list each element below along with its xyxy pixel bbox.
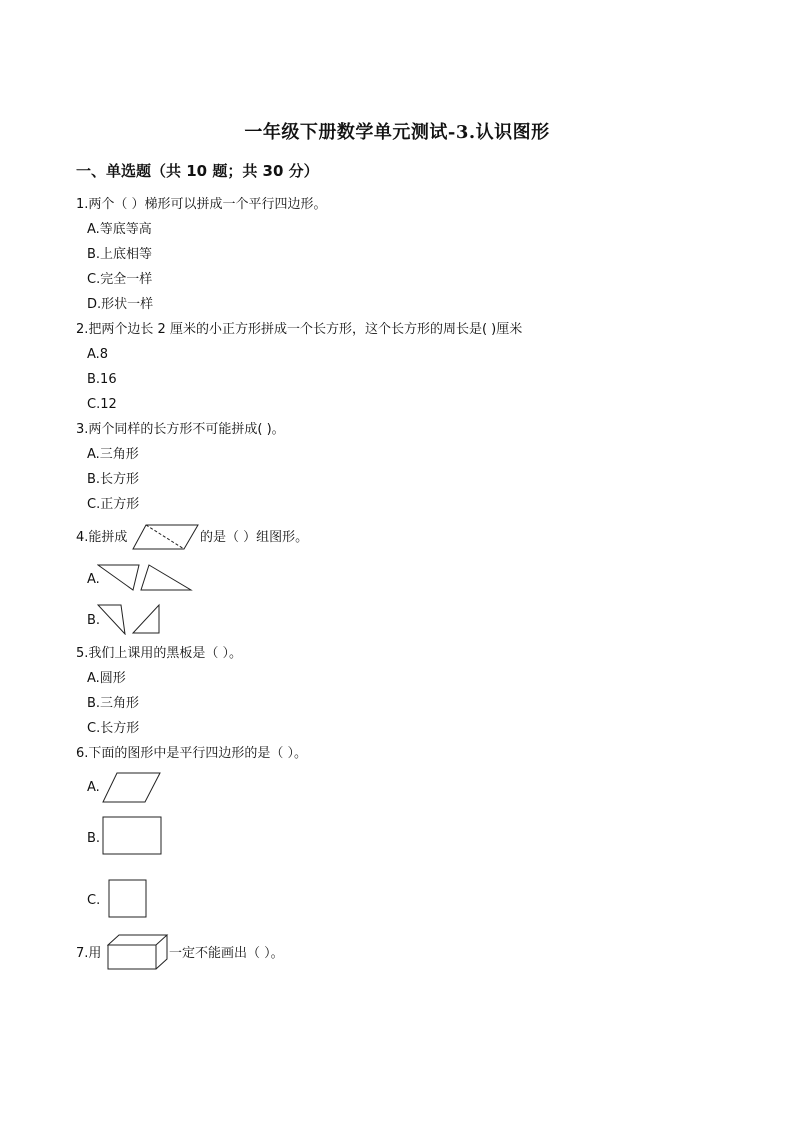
question-7-suffix: 一定不能画出（ ）。 bbox=[169, 946, 284, 961]
q4-option-b[interactable]: B. bbox=[87, 613, 101, 628]
question-2: 2.把两个边长 2 厘米的小正方形拼成一个长方形，这个长方形的周长是( )厘米 bbox=[76, 322, 523, 337]
q1-option-a[interactable]: A.等底等高 bbox=[87, 222, 152, 237]
question-4-prefix: 4.能拼成 bbox=[76, 530, 128, 545]
q5-option-a[interactable]: A.圆形 bbox=[87, 671, 126, 686]
q4-option-a[interactable]: A. bbox=[87, 572, 100, 587]
q3-option-a[interactable]: A.三角形 bbox=[87, 447, 139, 462]
q6-option-b[interactable]: B. bbox=[87, 831, 101, 846]
q4-b-triangles bbox=[97, 603, 163, 635]
q6-option-c[interactable]: C. bbox=[87, 893, 101, 908]
q5-option-b[interactable]: B.三角形 bbox=[87, 696, 140, 711]
cuboid-figure bbox=[107, 933, 169, 971]
question-6: 6.下面的图形中是平行四边形的是（ ）。 bbox=[76, 746, 308, 761]
q2-option-c[interactable]: C.12 bbox=[87, 397, 117, 412]
question-1: 1.两个（ ）梯形可以拼成一个平行四边形。 bbox=[76, 197, 327, 212]
q6-b-rectangle bbox=[102, 816, 163, 856]
q6-c-square bbox=[108, 879, 148, 919]
question-4-suffix: 的是（ ）组图形。 bbox=[200, 530, 309, 545]
section-heading: 一、单选题（共 10 题；共 30 分） bbox=[76, 162, 319, 180]
q6-a-parallelogram bbox=[102, 772, 162, 804]
parallelogram-diagonal-figure bbox=[132, 524, 200, 550]
q2-option-a[interactable]: A.8 bbox=[87, 347, 109, 362]
q4-a-triangles bbox=[97, 564, 195, 592]
question-5: 5.我们上课用的黑板是（ ）。 bbox=[76, 646, 243, 661]
q3-option-b[interactable]: B.长方形 bbox=[87, 472, 140, 487]
q2-option-b[interactable]: B.16 bbox=[87, 372, 117, 387]
q5-option-c[interactable]: C.长方形 bbox=[87, 721, 140, 736]
q1-option-c[interactable]: C.完全一样 bbox=[87, 272, 153, 287]
q3-option-c[interactable]: C.正方形 bbox=[87, 497, 140, 512]
q6-option-a[interactable]: A. bbox=[87, 780, 100, 795]
question-3: 3.两个同样的长方形不可能拼成( )。 bbox=[76, 422, 285, 437]
page-title: 一年级下册数学单元测试-3.认识图形 bbox=[244, 122, 550, 143]
q1-option-d[interactable]: D.形状一样 bbox=[87, 297, 154, 312]
q1-option-b[interactable]: B.上底相等 bbox=[87, 247, 153, 262]
question-7-prefix: 7.用 bbox=[76, 946, 102, 961]
